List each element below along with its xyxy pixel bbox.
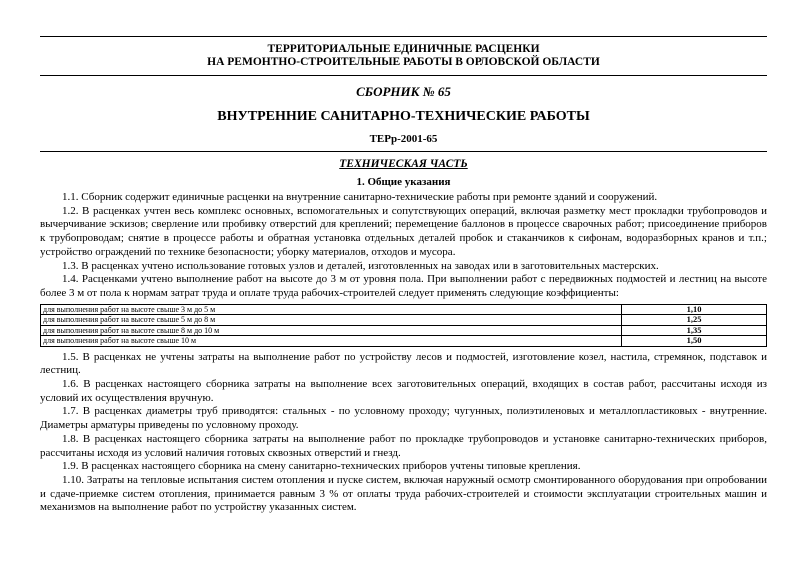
coefficient-table bbox=[40, 304, 767, 347]
paragraphs-top bbox=[40, 191, 767, 301]
document-header bbox=[40, 43, 767, 69]
paragraph-1-3: 1.3. В расценках учтено использование готовых узлов и деталей, изготовленных на заводах или в заготовительных мастерских. bbox=[62, 259, 659, 272]
paragraph-1-6: 1.6. В расценках настоящего сборника затраты на выполнение всех заготовительных операций, входящих в состав работ, рассчитаны исходя из условий их осуществления вручную. bbox=[40, 378, 767, 404]
paragraph-1-4: 1.4. Расценками учтено выполнение работ на высоте до 3 м от уровня пола. При выполнении работ с передвижных подмостей и лестниц на высоте более 3 м от пола к нормам затрат труда и оплате труда рабочих-строителей следует применять следующие коэффициенты: bbox=[40, 273, 767, 299]
paragraph-1-9: 1.9. В расценках настоящего сборника на смену санитарно-технических приборов учтены типовые крепления. bbox=[62, 460, 581, 473]
coefficient-value: 1,50 bbox=[622, 336, 767, 347]
paragraph-1-7: 1.7. В расценках диаметры труб приводятся: стальных - по условному проходу; чугунных, полиэтиленовых и металлопластиковых - внутренние. Диаметры арматуры приведены по условному проходу. bbox=[40, 405, 767, 432]
coefficient-label: для выполнения работ на высоте свыше 5 м до 8 м bbox=[41, 315, 622, 326]
collection-number: СБОРНИК № 65 bbox=[356, 84, 451, 99]
header-line-2: НА РЕМОНТНО-СТРОИТЕЛЬНЫЕ РАБОТЫ В ОРЛОВСКОЙ ОБЛАСТИ bbox=[207, 56, 600, 68]
paragraph-1-8: 1.8. В расценках настоящего сборника затраты на выполнение работ по прокладке трубопроводов и установке санитарно-технических приборов, рассчитаны исходя из условий наличия готовых сквозных отверстий и гнезд. bbox=[40, 432, 767, 459]
paragraph-1-1: 1.1. Сборник содержит единичные расценки на внутренние санитарно-технические работы при ремонте зданий и сооружений. bbox=[62, 191, 658, 203]
header-rule bbox=[40, 75, 767, 76]
collection-title: ВНУТРЕННИЕ САНИТАРНО-ТЕХНИЧЕСКИЕ РАБОТЫ bbox=[217, 109, 590, 124]
table-row bbox=[41, 325, 767, 336]
table-row bbox=[41, 304, 767, 315]
header-line-1: ТЕРРИТОРИАЛЬНЫЕ ЕДИНИЧНЫЕ РАСЦЕНКИ bbox=[267, 43, 540, 55]
paragraphs-bottom bbox=[40, 351, 767, 515]
paragraph-1-5: 1.5. В расценках не учтены затраты на выполнение работ по устройству лесов и подмостей, изготовление козел, настила, стремянок, подставок и лестниц. bbox=[40, 350, 767, 377]
top-rule bbox=[40, 36, 767, 37]
paragraph-1-10: 1.10. Затраты на тепловые испытания систем отопления и пуске систем, включая наружный осмотр смонтированного оборудования при опробовании и сдаче-приемке систем отопления, принимается равным 3 % от оплаты труда рабочих-строителей и стоимости эксплуатации строительных машин и механизмов на выполнение работ по устройству указанных систем. bbox=[40, 473, 767, 514]
coefficient-value: 1,25 bbox=[622, 315, 767, 326]
coefficient-label: для выполнения работ на высоте свыше 10 м bbox=[41, 336, 622, 347]
section-heading: ТЕХНИЧЕСКАЯ ЧАСТЬ bbox=[339, 158, 468, 170]
table-row bbox=[41, 336, 767, 347]
coefficient-label: для выполнения работ на высоте свыше 3 м до 5 м bbox=[41, 304, 622, 315]
coefficient-label: для выполнения работ на высоте свыше 8 м до 10 м bbox=[41, 325, 622, 336]
coefficient-value: 1,35 bbox=[622, 325, 767, 336]
coefficient-value: 1,10 bbox=[622, 304, 767, 315]
subsection-heading: 1. Общие указания bbox=[356, 176, 451, 188]
collection-code: ТЕРр-2001-65 bbox=[369, 133, 438, 145]
paragraph-1-2: 1.2. В расценках учтен весь комплекс основных, вспомогательных и сопутствующих операций, включая разметку мест прокладки трубопроводов и вычерчивание эскизов; сверление или пробивку отверстий для креплений; перемещение баллонов в процессе сварочных работ; присоединение приборов к трубопроводам; снятие в процессе работы и обратная установка отдельных деталей пробок и стаканчиков к сифонам, водоразборных кранов и т.п.; устройство ограждений по технике безопасности; уборку материалов, отходов и мусора. bbox=[40, 204, 767, 258]
title-rule bbox=[40, 151, 767, 152]
document-page bbox=[40, 0, 767, 515]
table-row bbox=[41, 315, 767, 326]
